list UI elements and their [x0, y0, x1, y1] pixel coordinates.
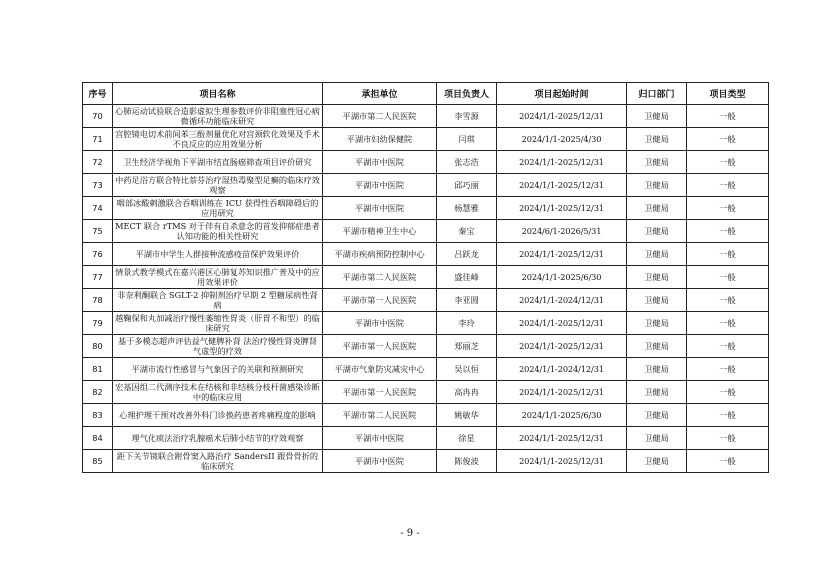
- cell-no: 73: [83, 174, 113, 197]
- cell-type: 一般: [687, 197, 769, 220]
- cell-no: 77: [83, 266, 113, 289]
- cell-period: 2024/6/1-2026/5/31: [497, 220, 627, 243]
- cell-dept: 卫健局: [627, 335, 687, 358]
- cell-period: 2024/1/1-2025/4/30: [497, 128, 627, 151]
- cell-no: 76: [83, 243, 113, 266]
- cell-project-name: 心肺运动试验联合造影虚拟生理参数评价非阻塞性冠心病微循环功能临床研究: [113, 105, 323, 128]
- cell-dept: 卫健局: [627, 404, 687, 427]
- cell-type: 一般: [687, 105, 769, 128]
- cell-unit: 平湖市疾病预防控制中心: [323, 243, 437, 266]
- cell-type: 一般: [687, 266, 769, 289]
- table-row: [83, 335, 769, 358]
- cell-dept: 卫健局: [627, 266, 687, 289]
- cell-unit: 平湖市中医院: [323, 174, 437, 197]
- cell-unit: 平湖市第二人民医院: [323, 105, 437, 128]
- cell-dept: 卫健局: [627, 243, 687, 266]
- cell-dept: 卫健局: [627, 358, 687, 381]
- cell-dept: 卫健局: [627, 381, 687, 404]
- cell-leader: 高冉冉: [437, 381, 497, 404]
- table-row: [83, 243, 769, 266]
- table-row: [83, 197, 769, 220]
- cell-leader: 徐星: [437, 427, 497, 450]
- cell-dept: 卫健局: [627, 450, 687, 473]
- cell-type: 一般: [687, 220, 769, 243]
- cell-type: 一般: [687, 174, 769, 197]
- cell-period: 2024/1/1-2025/12/31: [497, 427, 627, 450]
- cell-dept: 卫健局: [627, 105, 687, 128]
- cell-dept: 卫健局: [627, 312, 687, 335]
- cell-unit: 平湖市第一人民医院: [323, 289, 437, 312]
- cell-leader: 李玲: [437, 312, 497, 335]
- cell-period: 2024/1/1-2025/6/30: [497, 266, 627, 289]
- table-row: [83, 151, 769, 174]
- table-header-row: [83, 83, 769, 105]
- cell-period: 2024/1/1-2025/12/31: [497, 381, 627, 404]
- cell-leader: 闫琪: [437, 128, 497, 151]
- cell-period: 2024/1/1-2025/12/31: [497, 312, 627, 335]
- cell-period: 2024/1/1-2025/12/31: [497, 243, 627, 266]
- cell-project-name: 非奈利酮联合 SGLT-2 抑制剂治疗早期 2 型糖尿病性肾病: [113, 289, 323, 312]
- cell-unit: 平湖市第二人民医院: [323, 404, 437, 427]
- cell-leader: 秦宝: [437, 220, 497, 243]
- table-row: [83, 220, 769, 243]
- cell-period: 2024/1/1-2025/12/31: [497, 335, 627, 358]
- cell-project-name: 情景式教学模式在嘉兴港区心肺复苏知识推广普及中的应用效果评价: [113, 266, 323, 289]
- cell-dept: 卫健局: [627, 128, 687, 151]
- cell-unit: 平湖市中医院: [323, 151, 437, 174]
- cell-no: 79: [83, 312, 113, 335]
- page-number: - 9 -: [400, 528, 420, 539]
- cell-period: 2024/1/1-2025/12/31: [497, 151, 627, 174]
- cell-period: 2024/1/1-2025/12/31: [497, 197, 627, 220]
- cell-type: 一般: [687, 404, 769, 427]
- table-row: [83, 450, 769, 473]
- cell-project-name: 心理护理干预对改善外科门诊换药患者疼痛程度的影响: [113, 404, 323, 427]
- cell-type: 一般: [687, 151, 769, 174]
- table-row: [83, 427, 769, 450]
- cell-leader: 邱巧丽: [437, 174, 497, 197]
- cell-project-name: 基于多模态超声评估益气健脾补肾 法治疗慢性肾炎脾肾气虚型的疗效: [113, 335, 323, 358]
- cell-period: 2024/1/1-2025/6/30: [497, 404, 627, 427]
- cell-leader: 吕跃龙: [437, 243, 497, 266]
- table-row: [83, 174, 769, 197]
- cell-no: 74: [83, 197, 113, 220]
- cell-type: 一般: [687, 427, 769, 450]
- cell-leader: 李雪源: [437, 105, 497, 128]
- cell-leader: 吴以恒: [437, 358, 497, 381]
- header-dept: 归口部门: [627, 83, 687, 105]
- cell-leader: 郑丽芝: [437, 335, 497, 358]
- cell-period: 2024/1/1-2025/12/31: [497, 174, 627, 197]
- cell-dept: 卫健局: [627, 174, 687, 197]
- table-body: [83, 105, 769, 473]
- cell-dept: 卫健局: [627, 197, 687, 220]
- cell-dept: 卫健局: [627, 151, 687, 174]
- cell-project-name: 距下关节镜联合跗骨窦入路治疗 SandersII 跟骨骨折的临床研究: [113, 450, 323, 473]
- cell-leader: 盛佳峰: [437, 266, 497, 289]
- cell-unit: 平湖市中医院: [323, 312, 437, 335]
- cell-period: 2024/1/1-2025/12/31: [497, 450, 627, 473]
- cell-no: 71: [83, 128, 113, 151]
- table-row: [83, 358, 769, 381]
- header-no: 序号: [83, 83, 113, 105]
- cell-project-name: 卫生经济学视角下平湖市结直肠癌筛查项目评价研究: [113, 151, 323, 174]
- cell-period: 2024/1/1-2024/12/31: [497, 358, 627, 381]
- table-row: [83, 266, 769, 289]
- cell-project-name: 宏基因组二代测序技术在结核和非结核分枝杆菌感染诊断中的临床应用: [113, 381, 323, 404]
- cell-no: 85: [83, 450, 113, 473]
- cell-leader: 陈俊波: [437, 450, 497, 473]
- cell-unit: 平湖市第一人民医院: [323, 381, 437, 404]
- cell-type: 一般: [687, 450, 769, 473]
- cell-project-name: 越鞠保和丸加减治疗慢性萎缩性胃炎（肝胃不和型）的临床研究: [113, 312, 323, 335]
- table-row: [83, 105, 769, 128]
- cell-no: 80: [83, 335, 113, 358]
- cell-type: 一般: [687, 312, 769, 335]
- project-table: [82, 82, 769, 473]
- cell-unit: 平湖市第一人民医院: [323, 335, 437, 358]
- cell-period: 2024/1/1-2024/12/31: [497, 289, 627, 312]
- cell-project-name: 理气化痰法治疗乳腺癌术后肺小结节的疗效观察: [113, 427, 323, 450]
- cell-unit: 平湖市妇幼保健院: [323, 128, 437, 151]
- cell-no: 81: [83, 358, 113, 381]
- cell-unit: 平湖市第二人民医院: [323, 266, 437, 289]
- cell-no: 75: [83, 220, 113, 243]
- cell-type: 一般: [687, 289, 769, 312]
- cell-project-name: 咽部冰酸刺激联合吞咽训练在 ICU 获得性吞咽障碍后的应用研究: [113, 197, 323, 220]
- cell-dept: 卫健局: [627, 289, 687, 312]
- cell-unit: 平湖市中医院: [323, 450, 437, 473]
- cell-leader: 杨慧雅: [437, 197, 497, 220]
- table-row: [83, 128, 769, 151]
- table-row: [83, 289, 769, 312]
- cell-unit: 平湖市气象防灾减灾中心: [323, 358, 437, 381]
- cell-type: 一般: [687, 128, 769, 151]
- header-type: 项目类型: [687, 83, 769, 105]
- header-period: 项目起始时间: [497, 83, 627, 105]
- cell-unit: 平湖市精神卫生中心: [323, 220, 437, 243]
- cell-no: 82: [83, 381, 113, 404]
- cell-type: 一般: [687, 381, 769, 404]
- cell-project-name: 宫腔镜电切术前间苯三酚剂量优化对宫颈软化效果及手术不良反应的应用效果分析: [113, 128, 323, 151]
- cell-no: 84: [83, 427, 113, 450]
- cell-no: 78: [83, 289, 113, 312]
- cell-dept: 卫健局: [627, 427, 687, 450]
- table-row: [83, 404, 769, 427]
- cell-leader: 姚敏华: [437, 404, 497, 427]
- header-project-name: 项目名称: [113, 83, 323, 105]
- cell-project-name: MECT 联合 rTMS 对于伴有自杀意念的首发抑郁症患者认知功能的相关性研究: [113, 220, 323, 243]
- cell-unit: 平湖市中医院: [323, 197, 437, 220]
- cell-type: 一般: [687, 358, 769, 381]
- cell-dept: 卫健局: [627, 220, 687, 243]
- cell-period: 2024/1/1-2025/12/31: [497, 105, 627, 128]
- cell-project-name: 中药足浴方联合特比萘芬治疗湿热毒聚型足癣的临床疗效观察: [113, 174, 323, 197]
- header-unit: 承担单位: [323, 83, 437, 105]
- cell-no: 70: [83, 105, 113, 128]
- cell-no: 72: [83, 151, 113, 174]
- cell-unit: 平湖市中医院: [323, 427, 437, 450]
- table-row: [83, 381, 769, 404]
- header-leader: 项目负责人: [437, 83, 497, 105]
- cell-project-name: 平湖市流行性感冒与气象因子的关联和预测研究: [113, 358, 323, 381]
- cell-type: 一般: [687, 243, 769, 266]
- table-row: [83, 312, 769, 335]
- cell-project-name: 平湖市中学生人群接种流感疫苗保护效果评价: [113, 243, 323, 266]
- cell-leader: 张志浩: [437, 151, 497, 174]
- cell-no: 83: [83, 404, 113, 427]
- cell-type: 一般: [687, 335, 769, 358]
- cell-leader: 李亚圆: [437, 289, 497, 312]
